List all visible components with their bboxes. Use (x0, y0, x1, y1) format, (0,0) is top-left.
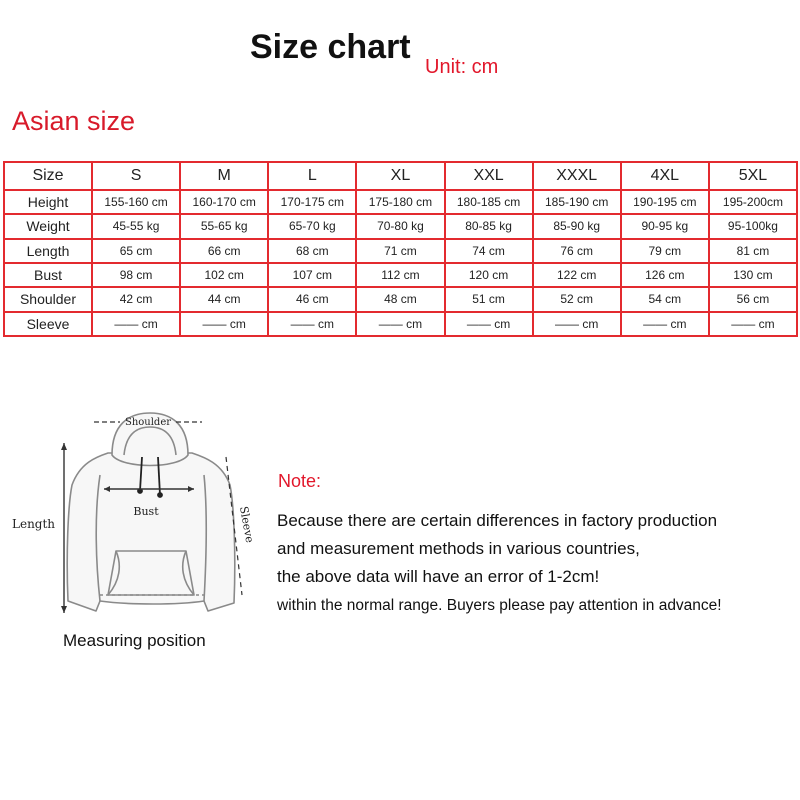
note-line: within the normal range. Buyers please pay attention in advance! (277, 597, 722, 614)
column-header: XXXL (533, 162, 621, 190)
diagram-caption: Measuring position (63, 631, 206, 650)
table-cell: 76 cm (533, 239, 621, 263)
table-cell: 52 cm (533, 287, 621, 311)
table-cell: 54 cm (621, 287, 709, 311)
row-label: Shoulder (4, 287, 92, 311)
table-cell: 66 cm (180, 239, 268, 263)
table-row (4, 214, 797, 238)
column-header: S (92, 162, 180, 190)
unit-label: Unit: cm (425, 56, 499, 78)
table-cell: 56 cm (709, 287, 797, 311)
table-row (4, 190, 797, 214)
table-cell: 190-195 cm (621, 190, 709, 214)
row-label: Bust (4, 263, 92, 287)
column-header: 5XL (709, 162, 797, 190)
table-cell: —— cm (268, 312, 356, 336)
table-row (4, 263, 797, 287)
table-row (4, 287, 797, 311)
table-cell: 81 cm (709, 239, 797, 263)
table-cell: 65-70 kg (268, 214, 356, 238)
table-cell: 79 cm (621, 239, 709, 263)
table-cell: —— cm (445, 312, 533, 336)
table-row (4, 239, 797, 263)
table-cell: 130 cm (709, 263, 797, 287)
table-cell: 90-95 kg (621, 214, 709, 238)
table-cell: 155-160 cm (92, 190, 180, 214)
table-cell: —— cm (92, 312, 180, 336)
table-cell: 55-65 kg (180, 214, 268, 238)
table-cell: 68 cm (268, 239, 356, 263)
column-header: L (268, 162, 356, 190)
table-cell: 180-185 cm (445, 190, 533, 214)
table-cell: 98 cm (92, 263, 180, 287)
table-cell: 65 cm (92, 239, 180, 263)
table-cell: 107 cm (268, 263, 356, 287)
table-cell: 85-90 kg (533, 214, 621, 238)
table-cell: 70-80 kg (356, 214, 444, 238)
shoulder-label: Shoulder (124, 417, 172, 428)
table-cell: 74 cm (445, 239, 533, 263)
row-label: Weight (4, 214, 92, 238)
note-title: Note: (278, 471, 322, 491)
table-cell: 95-100kg (709, 214, 797, 238)
note-line: Because there are certain differences in factory production (277, 511, 718, 530)
table-cell: 112 cm (356, 263, 444, 287)
table-cell: 126 cm (621, 263, 709, 287)
table-cell: 80-85 kg (445, 214, 533, 238)
bust-label: Bust (133, 505, 159, 518)
page-title: Size chart (250, 28, 411, 66)
column-header: XL (356, 162, 444, 190)
column-header: 4XL (621, 162, 709, 190)
length-label: Length (12, 517, 56, 531)
table-cell: 42 cm (92, 287, 180, 311)
table-header-row (4, 162, 797, 190)
table-cell: —— cm (621, 312, 709, 336)
table-cell: 175-180 cm (356, 190, 444, 214)
table-cell: 120 cm (445, 263, 533, 287)
note-line: and measurement methods in various countries, (277, 539, 640, 558)
table-cell: 122 cm (533, 263, 621, 287)
table-cell: 160-170 cm (180, 190, 268, 214)
table-cell: 46 cm (268, 287, 356, 311)
table-cell: 195-200cm (709, 190, 797, 214)
table-cell: 185-190 cm (533, 190, 621, 214)
column-header: M (180, 162, 268, 190)
table-cell: 48 cm (356, 287, 444, 311)
table-cell: 102 cm (180, 263, 268, 287)
column-header: Size (4, 162, 92, 190)
table-cell: 44 cm (180, 287, 268, 311)
region-label: Asian size (12, 106, 136, 136)
table-row (4, 312, 797, 336)
table-cell: 170-175 cm (268, 190, 356, 214)
row-label: Sleeve (4, 312, 92, 336)
note-line: the above data will have an error of 1-2cm! (277, 567, 600, 586)
table-cell: 71 cm (356, 239, 444, 263)
column-header: XXL (445, 162, 533, 190)
row-label: Height (4, 190, 92, 214)
table-cell: 45-55 kg (92, 214, 180, 238)
size-table (3, 161, 798, 337)
table-cell: —— cm (533, 312, 621, 336)
table-cell: —— cm (356, 312, 444, 336)
sleeve-label: Sleeve (237, 505, 257, 544)
table-cell: —— cm (709, 312, 797, 336)
table-cell: —— cm (180, 312, 268, 336)
row-label: Length (4, 239, 92, 263)
measuring-diagram (8, 405, 268, 625)
table-cell: 51 cm (445, 287, 533, 311)
